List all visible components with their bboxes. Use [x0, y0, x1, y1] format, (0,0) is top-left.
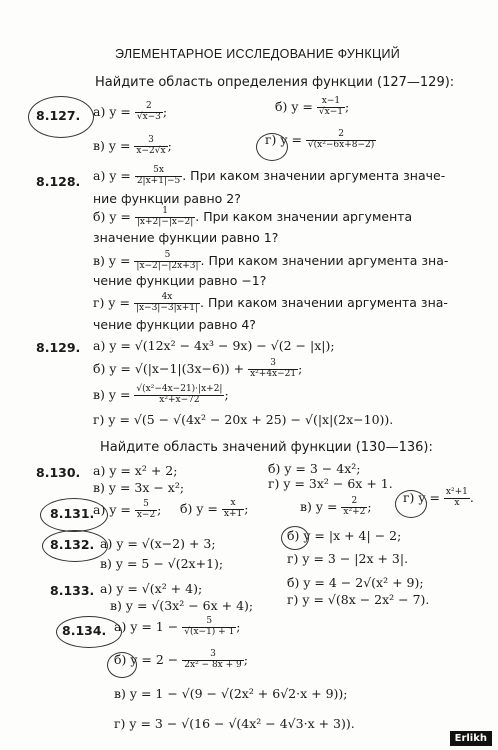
- item-g: г) y = √(8x − 2x² − 7).: [287, 592, 430, 607]
- item-v: в) y = $\frac{5}{|x-2|-|2x+3|}$ . При каком значении аргумента зна-: [93, 250, 449, 271]
- problem-number: 8.133.: [50, 583, 95, 598]
- item-g: г) y = $\frac{\text{x²+1}}{x}$ .: [403, 487, 474, 508]
- problem-number: 8.131.: [50, 506, 95, 521]
- problem-number: 8.128.: [36, 174, 81, 189]
- instruction-range: Найдите область значений функции (130—136):: [100, 440, 433, 455]
- question-cont: чение функции равно −1?: [93, 273, 267, 288]
- item-a: а) y = √(12x² − 4x³ − 9x) − √(2 − |x|);: [93, 338, 335, 353]
- watermark: Erlikh: [450, 731, 492, 746]
- item-b: б) y = √(|x−1|(3x−6)) + $\frac{3}{\text{x²+4x−21}}$ ;: [93, 358, 303, 379]
- problem-number: 8.130.: [36, 465, 81, 480]
- item-g: г) y = 3 − √(16 − √(4x² − 4√3·x + 3)).: [114, 716, 355, 731]
- item-v: в) y = $\frac{3}{x-2√x}$ ;: [93, 135, 172, 156]
- item-a: а) y = $\frac{5x}{2|x+1|-5}$ . При каком значении аргумента значе-: [93, 165, 446, 186]
- item-b: б) y = |x + 4| − 2;: [287, 528, 402, 543]
- item-b: б) y = 3 − 4x²;: [268, 461, 361, 476]
- instruction-domain: Найдите область определения функции (127—129):: [95, 75, 455, 90]
- problem-number: 8.129.: [36, 340, 81, 355]
- item-v: в) y = $\frac{2}{\text{x²+2}}$ ;: [300, 496, 372, 517]
- item-a: а) y = x² + 2;: [93, 463, 178, 478]
- page-header: ЭЛЕМЕНТАРНОЕ ИССЛЕДОВАНИЕ ФУНКЦИЙ: [115, 47, 401, 61]
- problem-number: 8.134.: [62, 623, 107, 638]
- item-v: в) y = √(3x² − 6x + 4);: [110, 598, 254, 613]
- problem-number: 8.127.: [36, 108, 81, 123]
- item-b: б) y = $\frac{x-1}{√x-1}$ ;: [275, 96, 350, 117]
- item-a: а) y = $\frac{2}{√x-3}$ ;: [93, 101, 168, 122]
- item-g: г) y = √(5 − √(4x² − 20x + 25) − √(|x|(2x−10)).: [93, 412, 394, 427]
- item-g: г) y = $\frac{2}{\text{√(x²−6x+8−2)}}$: [265, 129, 375, 150]
- item-g: г) y = $\frac{4x}{|x-3|-3|x+1|}$ . При каком значении аргумента зна-: [93, 292, 448, 313]
- item-v: в) y = 1 − √(9 − √(2x² + 6√2·x + 9));: [114, 686, 348, 701]
- problem-number: 8.132.: [50, 537, 95, 552]
- item-v: в) y = 3x − x²;: [93, 480, 185, 495]
- item-v: в) y = 5 − √(2x+1);: [100, 556, 224, 571]
- item-g: г) y = 3 − |2x + 3|.: [287, 551, 409, 566]
- item-b: б) y = 2 − $\frac{3}{\text{2x² − 8x + 9}}$ ;: [114, 649, 248, 670]
- item-a: а) y = $\frac{5}{x-2}$ ;: [93, 499, 162, 520]
- item-b: б) y = $\frac{1}{|x+2|-|x-2|}$ . При каком значении аргумента: [93, 206, 413, 227]
- item-a: а) y = 1 − $\frac{5}{√(x-1) + 1}$ ;: [114, 616, 241, 637]
- question-cont: ние функции равно 2?: [93, 191, 241, 206]
- item-g: г) y = 3x² − 6x + 1.: [268, 476, 393, 491]
- item-a: а) y = √(x² + 4);: [100, 581, 203, 596]
- item-v: в) y = $\frac{\text{√(x²−4x−21)·|x+2|}}{\text{x²+x−72}}$ ;: [93, 384, 229, 405]
- question-cont: значение функции равно 1?: [93, 230, 279, 245]
- item-a: а) y = √(x−2) + 3;: [100, 536, 216, 551]
- item-b: б) y = $\frac{x}{x+1}$ ;: [180, 498, 249, 519]
- item-b: б) y = 4 − 2√(x² + 9);: [287, 575, 424, 590]
- question-cont: чение функции равно 4?: [93, 317, 256, 332]
